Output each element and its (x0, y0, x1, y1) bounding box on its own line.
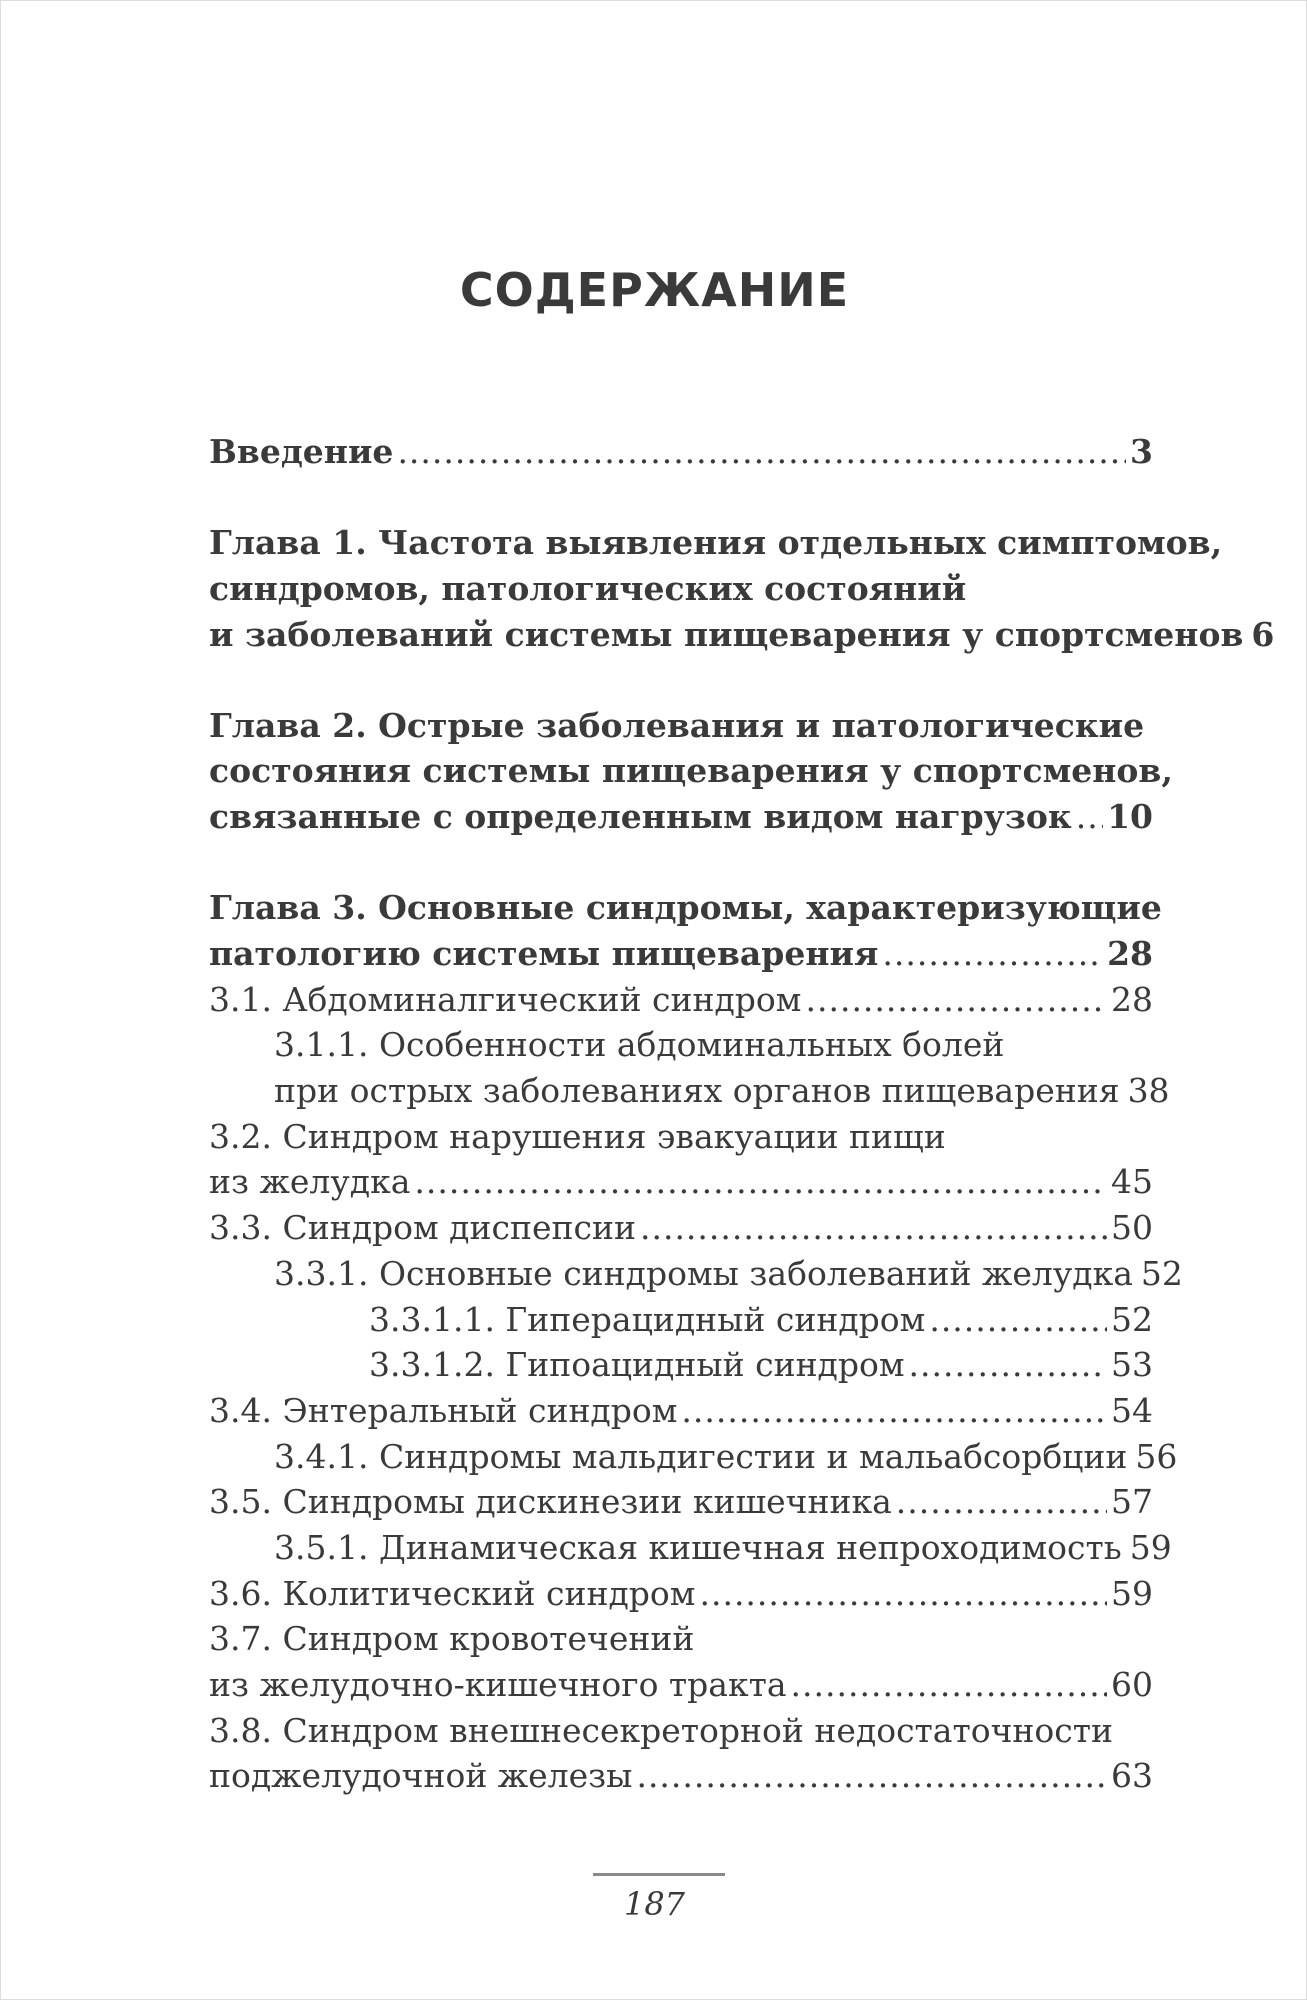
toc-entry-title: Введение (209, 432, 394, 471)
toc-page-number: 50 (1111, 1208, 1153, 1248)
toc-entry-title: 3.4.1. Синдромы мальдигестии и мальабсорбции (274, 1436, 1128, 1476)
toc-entry-title: Глава 2. Острые заболевания и патологические (209, 705, 1145, 745)
toc-entry-chapter-1-line-3 (209, 612, 1275, 658)
toc-page-number: 28 (1111, 979, 1153, 1019)
toc-entry-3-1 (209, 977, 1153, 1023)
toc-entry-3-4 (209, 1388, 1153, 1434)
toc-page-number: 28 (1107, 934, 1153, 973)
toc-entry-3-5-1 (209, 1525, 1172, 1571)
dot-leader (699, 1571, 1107, 1617)
toc-entry-3-6 (209, 1571, 1153, 1617)
toc-entry-title: Глава 1. Частота выявления отдельных симптомов, (209, 523, 1223, 563)
toc-entry-3-1-1-line-1 (209, 1022, 1153, 1068)
toc-page-number: 6 (1251, 614, 1275, 654)
toc-entry-title: 3.1.1. Особенности абдоминальных болей (274, 1025, 1005, 1065)
toc-entry-chapter-3-line-1 (209, 885, 1162, 931)
toc-entry-title: и заболеваний системы пищеварения у спортсменов (209, 614, 1244, 654)
toc-entry-chapter-2-line-1 (209, 703, 1153, 749)
toc-entry-title: 3.5. Синдромы дискинезии кишечника (209, 1482, 892, 1522)
toc-entry-chapter-2-line-2 (209, 748, 1173, 794)
toc-page-number: 57 (1111, 1482, 1153, 1522)
toc-page-number: 3 (1130, 432, 1153, 471)
toc-page-number: 45 (1111, 1162, 1153, 1202)
toc-entry-3-1-1-line-2 (209, 1068, 1170, 1114)
toc-entry-title: 3.2. Синдром нарушения эвакуации пищи (209, 1116, 946, 1156)
toc-page-number: 60 (1111, 1665, 1153, 1704)
toc-page-number: 54 (1111, 1390, 1153, 1430)
page-number: 187 (623, 1885, 686, 1923)
toc-page-number: 10 (1107, 797, 1153, 837)
dot-leader (636, 1753, 1107, 1799)
toc-entry-title: 3.7. Синдром кровотечений (209, 1619, 695, 1659)
toc-entry-chapter-1-line-2 (209, 566, 1153, 612)
toc-entry-introduction (209, 429, 1153, 475)
toc-entry-title: связанные с определенным видом нагрузок (209, 797, 1072, 837)
toc-entry-title: 3.8. Синдром внешнесекреторной недостаточности (209, 1710, 1114, 1750)
dot-leader (882, 931, 1103, 977)
dot-leader (681, 1388, 1107, 1434)
dot-leader (909, 1342, 1107, 1388)
table-of-contents (209, 429, 1275, 1799)
page-title: СОДЕРЖАНИЕ (459, 263, 850, 317)
toc-entry-title: патологию системы пищеварения (209, 934, 879, 973)
toc-entry-3-7-line-2 (209, 1662, 1153, 1708)
toc-page-number: 52 (1140, 1253, 1183, 1293)
toc-entry-title: синдромов, патологических состояний (209, 568, 967, 608)
toc-entry-title: 3.3.1.2. Гипоацидный синдром (369, 1345, 905, 1385)
dot-leader (805, 977, 1107, 1023)
dot-leader (896, 1479, 1107, 1525)
toc-page-number: 59 (1129, 1527, 1172, 1567)
toc-entry-title: состояния системы пищеварения у спортсменов, (209, 751, 1173, 791)
toc-page-number: 63 (1111, 1756, 1153, 1796)
toc-page-number: 59 (1111, 1573, 1153, 1613)
toc-entry-3-7-line-1 (209, 1616, 1153, 1662)
toc-entry-title: 3.3.1. Основные синдромы заболеваний желудка (274, 1253, 1133, 1293)
toc-entry-title: 3.4. Энтеральный синдром (209, 1390, 678, 1430)
toc-page-number: 38 (1127, 1071, 1170, 1111)
toc-entry-3-8-line-2 (209, 1753, 1153, 1799)
dot-leader (929, 1297, 1107, 1343)
dot-leader (640, 1205, 1107, 1251)
toc-entry-3-3 (209, 1205, 1153, 1251)
toc-page-number: 53 (1111, 1345, 1153, 1385)
toc-entry-title: поджелудочной железы (209, 1756, 633, 1796)
toc-entry-3-8-line-1 (209, 1708, 1153, 1754)
toc-entry-3-2-line-1 (209, 1114, 1153, 1160)
toc-entry-3-4-1 (209, 1434, 1178, 1480)
toc-entry-title: 3.3. Синдром диспепсии (209, 1208, 636, 1248)
toc-entry-title: 3.5.1. Динамическая кишечная непроходимость (274, 1527, 1122, 1567)
dot-leader (397, 429, 1126, 475)
toc-entry-title: при острых заболеваниях органов пищеварения (274, 1071, 1120, 1111)
toc-entry-title: 3.6. Колитический синдром (209, 1573, 696, 1613)
toc-entry-chapter-1-line-1 (209, 520, 1223, 566)
toc-entry-title: из желудочно-кишечного тракта (209, 1665, 787, 1704)
dot-leader (414, 1159, 1107, 1205)
toc-entry-3-3-1 (209, 1251, 1183, 1297)
toc-entry-3-5 (209, 1479, 1153, 1525)
toc-page-number: 52 (1111, 1299, 1153, 1339)
toc-entry-title: из желудка (209, 1162, 411, 1202)
dot-leader (791, 1662, 1107, 1708)
dot-leader (1076, 794, 1103, 840)
toc-entry-title: 3.3.1.1. Гиперацидный синдром (369, 1299, 926, 1339)
toc-entry-3-3-1-1 (209, 1297, 1153, 1343)
toc-entry-chapter-3-line-2 (209, 931, 1153, 977)
footer-rule (593, 1873, 725, 1876)
toc-entry-3-2-line-2 (209, 1159, 1153, 1205)
toc-page-number: 56 (1135, 1436, 1178, 1476)
toc-entry-title: 3.1. Абдоминалгический синдром (209, 979, 802, 1019)
toc-entry-3-3-1-2 (209, 1342, 1153, 1388)
toc-entry-chapter-2-line-3 (209, 794, 1153, 840)
toc-entry-title: Глава 3. Основные синдромы, характеризующие (209, 888, 1162, 928)
